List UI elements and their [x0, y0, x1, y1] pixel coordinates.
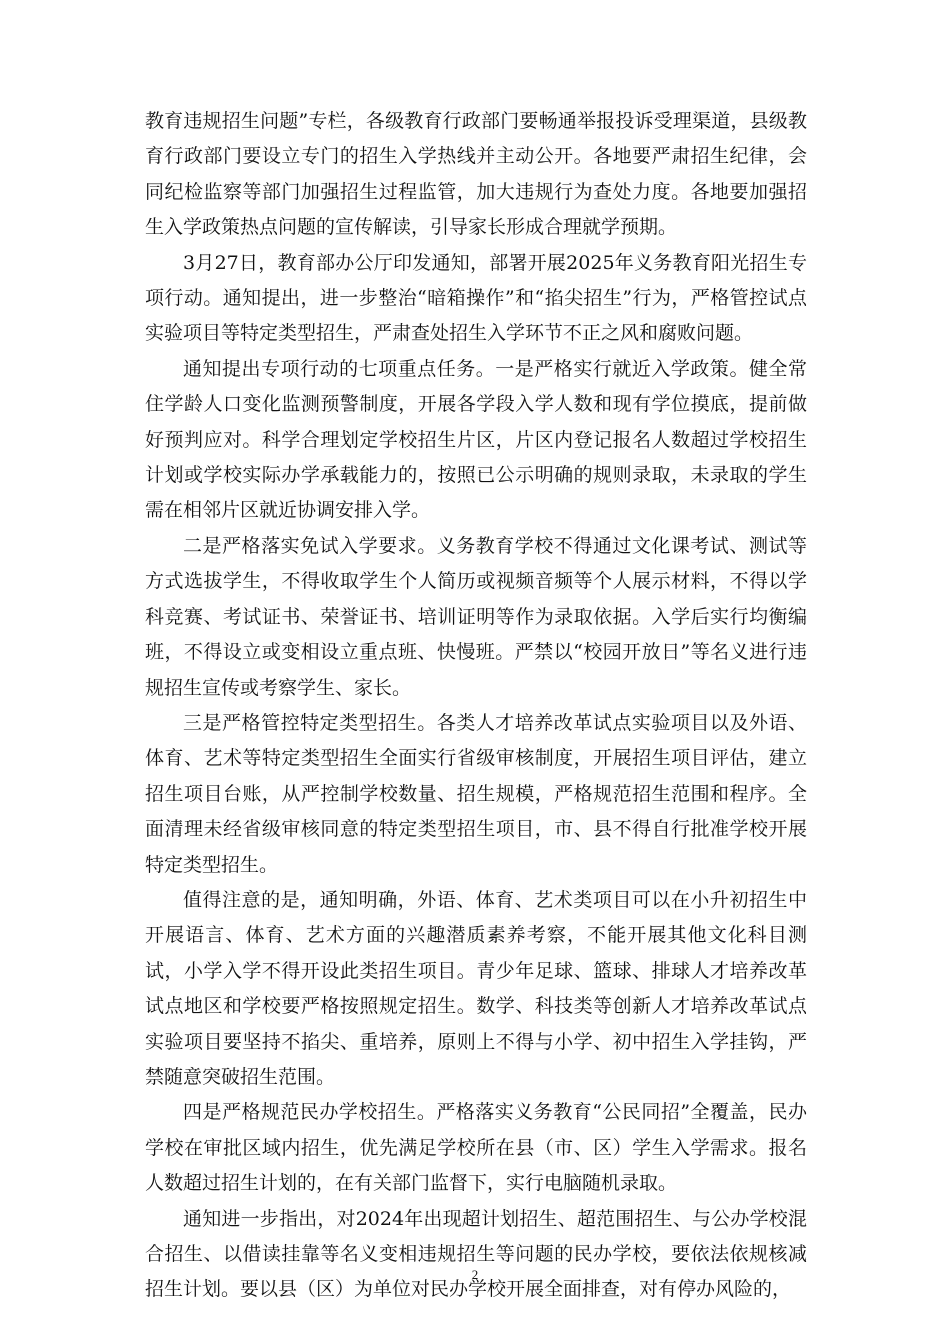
paragraph-6: 值得注意的是，通知明确，外语、体育、艺术类项目可以在小升初招生中开展语言、体育、艺术方面的兴趣潜质素养考察，不能开展其他文化科目测试，小学入学不得开设此类招生项目。青少年足球、篮球、排球人才培养改革试点地区和学校要严格按照规定招生。数学、科技类等创新人才培养改革试点实验项目要坚持不掐尖、重培养，原则上不得与小学、初中招生入学挂钩，严禁随意突破招生范围。	[145, 888, 807, 1088]
paragraph-3: 通知提出专项行动的七项重点任务。一是严格实行就近入学政策。健全常住学龄人口变化监测预警制度，开展各学段入学人数和现有学位摸底，提前做好预判应对。科学合理划定学校招生片区，片区内登记报名人数超过学校招生计划或学校实际办学承载能力的，按照已公示明确的规则录取，未录取的学生需在相邻片区就近协调安排入学。	[145, 357, 807, 522]
page-number: 2	[471, 1267, 479, 1282]
paragraph-7: 四是严格规范民办学校招生。严格落实义务教育“公民同招”全覆盖，民办学校在审批区域内招生，优先满足学校所在县（市、区）学生入学需求。报名人数超过招生计划的，在有关部门监督下，实行电脑随机录取。	[145, 1101, 807, 1195]
document-body	[145, 104, 807, 1308]
paragraph-8: 通知进一步指出，对2024年出现超计划招生、超范围招生、与公办学校混合招生、以借读挂靠等名义变相违规招生等问题的民办学校，要依法依规核减招生计划。要以县（区）为单位对民办学校开展全面排查，对有停办风险的，	[145, 1207, 807, 1301]
paragraph-1: 教育违规招生问题”专栏，各级教育行政部门要畅通举报投诉受理渠道，县级教育行政部门要设立专门的招生入学热线并主动公开。各地要严肃招生纪律，会同纪检监察等部门加强招生过程监管，加大违规行为查处力度。各地要加强招生入学政策热点问题的宣传解读，引导家长形成合理就学预期。	[145, 110, 807, 239]
paragraph-2: 3月27日，教育部办公厅印发通知，部署开展2025年义务教育阳光招生专项行动。通知提出，进一步整治“暗箱操作”和“掐尖招生”行为，严格管控试点实验项目等特定类型招生，严肃查处招生入学环节不正之风和腐败问题。	[145, 251, 807, 345]
paragraph-4: 二是严格落实免试入学要求。义务教育学校不得通过文化课考试、测试等方式选拔学生，不得收取学生个人简历或视频音频等个人展示材料，不得以学科竞赛、考试证书、荣誉证书、培训证明等作为录取依据。入学后实行均衡编班，不得设立或变相设立重点班、快慢班。严禁以“校园开放日”等名义进行违规招生宣传或考察学生、家长。	[145, 534, 807, 699]
paragraph-5: 三是严格管控特定类型招生。各类人才培养改革试点实验项目以及外语、体育、艺术等特定类型招生全面实行省级审核制度，开展招生项目评估，建立招生项目台账，从严控制学校数量、招生规模，严格规范招生范围和程序。全面清理未经省级审核同意的特定类型招生项目，市、县不得自行批准学校开展特定类型招生。	[145, 711, 807, 876]
